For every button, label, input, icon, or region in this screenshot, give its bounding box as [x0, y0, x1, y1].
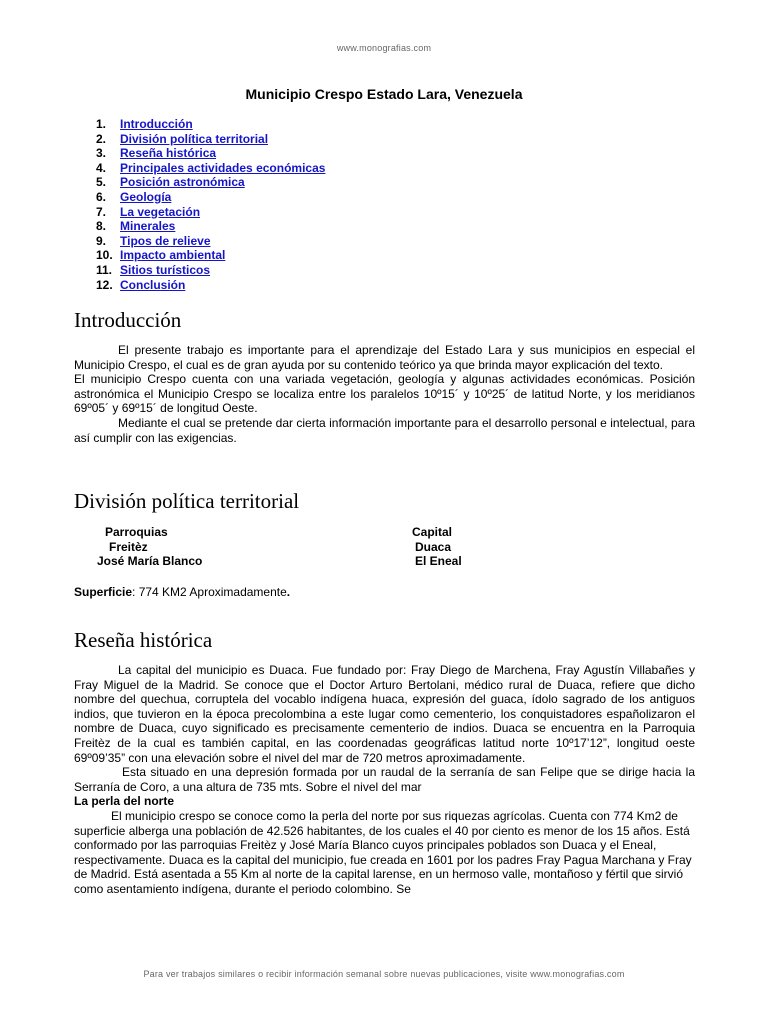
toc-item: [96, 146, 325, 161]
toc-link-conclusion[interactable]: Conclusión: [120, 277, 186, 292]
toc-number: 7.: [96, 204, 107, 219]
intro-paragraph-2: El municipio Crespo cuenta con una variada vegetación, geología y algunas actividades económicas. Posición astronómica el Municipio Crespo se localiza entre los paralelos 10º15´ y 10º25´ de latitud Norte, y los meridianos 69º05´ y 69º15´ de longitud Oeste.: [74, 372, 695, 416]
toc-item: [96, 248, 325, 263]
document-title: Municipio Crespo Estado Lara, Venezuela: [245, 86, 523, 102]
toc-number: 3.: [96, 146, 107, 161]
toc-number: 1.: [96, 117, 107, 131]
toc-item: [96, 190, 325, 205]
toc-number: 2.: [96, 131, 107, 146]
resena-paragraph-1: La capital del municipio es Duaca. Fue fundado por: Fray Diego de Marchena, Fray Agustín Villabañes y Fray Miguel de la Madrid. Se conoce que el Doctor Arturo Bertolani, médico rural de Duaca, refiere que dicho nombre del quechua, corruptela del vocablo indígena huaca, expresión del guaca, ídolo sagrado de los antiguos indios, que tuvieron en la época precolombina a este lugar como cementerio, los conquistadores españolizaron el nombre de Duaca, cuyo significado es precisamente cementerio de indios. Duaca se encuentra en la Parroquia Freitèz de la cual es también capital, en las coordenadas geográficas latitud norte 10º17’12”, longitud oeste 69º09’35” con una elevación sobre el nivel del mar de 720 metros aproximadamente.: [74, 663, 695, 765]
toc-item: [96, 132, 325, 147]
footer-note: Para ver trabajos similares o recibir información semanal sobre nuevas publicaciones, visite www.monografias.com: [143, 969, 625, 979]
toc-item: [96, 205, 325, 220]
table-of-contents: [96, 117, 325, 292]
resena-text: [74, 663, 695, 897]
toc-item: [96, 219, 325, 234]
intro-text: [74, 343, 695, 445]
toc-number: 10.: [96, 248, 113, 263]
capital-cell: El Eneal: [415, 554, 462, 569]
table-row: [74, 540, 574, 555]
toc-number: 5.: [96, 175, 107, 190]
toc-link-sitios[interactable]: Sitios turísticos: [120, 262, 211, 277]
toc-number: 9.: [96, 233, 107, 248]
toc-link-posicion[interactable]: Posición astronómica: [120, 175, 245, 190]
superficie-line: [74, 585, 290, 599]
toc-link-introduccion[interactable]: Introducción: [120, 117, 193, 131]
toc-link-geologia[interactable]: Geología: [120, 189, 172, 204]
toc-number: 8.: [96, 219, 107, 234]
toc-item: [96, 117, 325, 132]
toc-item: [96, 234, 325, 249]
toc-link-impacto[interactable]: Impacto ambiental: [120, 248, 226, 263]
parroquia-cell: José María Blanco: [97, 554, 203, 569]
toc-number: 4.: [96, 160, 107, 175]
toc-link-relieve[interactable]: Tipos de relieve: [120, 233, 211, 248]
table-header-row: [74, 525, 574, 540]
superficie-value: : 774 KM2 Aproximadamente: [132, 585, 287, 599]
toc-link-vegetacion[interactable]: La vegetación: [120, 204, 201, 219]
toc-link-minerales[interactable]: Minerales: [120, 219, 176, 234]
section-heading-introduccion: Introducción: [74, 308, 182, 332]
section-heading-resena: Reseña histórica: [74, 628, 213, 652]
superficie-end: .: [286, 585, 291, 599]
toc-link-resena[interactable]: Reseña histórica: [120, 146, 217, 161]
column-header-parroquias: Parroquias: [105, 525, 168, 539]
superficie-label: Superficie: [74, 585, 133, 599]
toc-link-actividades[interactable]: Principales actividades económicas: [120, 160, 326, 175]
column-header-capital: Capital: [412, 525, 453, 539]
parroquia-cell: Freitèz: [109, 539, 148, 554]
toc-number: 11.: [96, 262, 113, 277]
subheading-perla-del-norte: La perla del norte: [74, 794, 175, 809]
toc-item: [96, 263, 325, 278]
capital-cell: Duaca: [415, 539, 452, 554]
site-header[interactable]: www.monografias.com: [336, 43, 432, 53]
toc-number: 12.: [96, 277, 113, 292]
section-heading-division: División política territorial: [74, 489, 300, 513]
toc-item: [96, 278, 325, 293]
toc-link-division[interactable]: División política territorial: [120, 131, 269, 146]
resena-paragraph-3: El municipio crespo se conoce como la perla del norte por sus riquezas agrícolas. Cuenta con 774 Km2 de superficie alberga una población de 42.526 habitantes, de los cuales el 40 por ciento es menor de los 15 años. Está conformado por las parroquias Freitèz y José María Blanco cuyos principales poblados son Duaca y el Eneal, respectivamente. Duaca es la capital del municipio, fue creada en 1601 por los padres Fray Pagua Marchana y Fray de Madrid. Está asentada a 55 Km al norte de la capital larense, en un hermoso valle, montañoso y fértil que sirvió como asentamiento indígena, durante el periodo colombino. Se: [74, 808, 692, 896]
table-row: [74, 554, 574, 569]
intro-paragraph-1: El presente trabajo es importante para el aprendizaje del Estado Lara y sus municipios en especial el Municipio Crespo, el cual es de gran ayuda por su contenido teórico ya que brinda mayor explicación del texto.: [74, 343, 695, 372]
toc-item: [96, 175, 325, 190]
toc-number: 6.: [96, 189, 107, 204]
parroquias-table: [74, 525, 574, 569]
toc-item: [96, 161, 325, 176]
resena-paragraph-2: Esta situado en una depresión formada por un raudal de la serranía de san Felipe que se dirige hacia la Serranía de Coro, a una altura de 735 mts. Sobre el nivel del mar: [74, 765, 695, 794]
intro-paragraph-3: Mediante el cual se pretende dar cierta información importante para el desarrollo personal e intelectual, para así cumplir con las exigencias.: [74, 415, 695, 445]
